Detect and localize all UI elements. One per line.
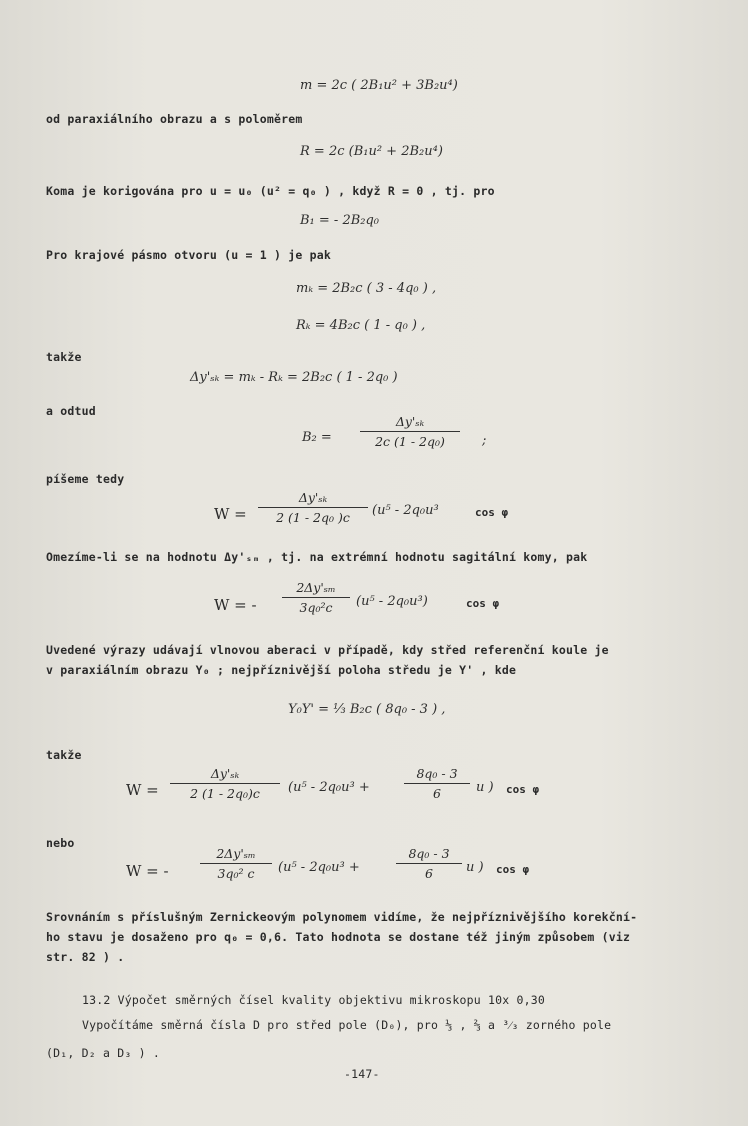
- fraction-bar: [282, 597, 350, 598]
- text-line: takže: [46, 350, 82, 364]
- formula-YY: Y₀Y' = ⅓ B₂c ( 8q₀ - 3 ) ,: [288, 702, 446, 717]
- text-line: v paraxiálním obrazu Y₀ ; nejpříznivější poloha středu je Y' , kde: [46, 663, 517, 677]
- formula-W4-lhs: W = -: [126, 862, 169, 880]
- section-heading: 13.2 Výpočet směrných čísel kvality objektivu mikroskopu 10x 0,30: [82, 993, 546, 1007]
- fraction-denominator: 2c (1 - 2q₀): [375, 434, 445, 449]
- cos-term: cos φ: [466, 597, 500, 610]
- formula-W1-rhs: (u⁵ - 2q₀u³: [372, 503, 439, 518]
- text-line: od paraxiálního obrazu a s poloměrem: [46, 112, 303, 126]
- fraction-numerator: 8q₀ - 3: [416, 766, 458, 781]
- fraction-bar: [360, 431, 460, 432]
- semicolon: ;: [482, 433, 487, 448]
- formula-B1: B₁ = - 2B₂q₀: [300, 213, 380, 228]
- text-line: Koma je korigována pro u = u₀ (u² = q₀ ) , když R = 0 , tj. pro: [46, 184, 495, 198]
- fraction-W4b: [396, 846, 462, 881]
- text-line: Vypočítáme směrná čísla D pro střed pole (D₀), pro ⅓ , ⅔ a ³⁄₃ zorného pole: [82, 1018, 612, 1032]
- fraction-bar: [170, 783, 280, 784]
- formula-W3-end: u ): [476, 780, 494, 795]
- text-line: str. 82 ) .: [46, 950, 125, 964]
- formula-W2-lhs: W = -: [214, 596, 257, 614]
- formula-m: m = 2c ( 2B₁u² + 3B₂u⁴): [300, 78, 458, 93]
- formula-W1-lhs: W =: [214, 505, 247, 523]
- fraction-denominator: 3q₀²c: [299, 600, 333, 615]
- fraction-denominator: 6: [425, 866, 433, 881]
- fraction-numerator: Δy'ₛₖ: [395, 414, 425, 429]
- fraction-bar: [258, 507, 368, 508]
- text-line: takže: [46, 748, 82, 762]
- formula-W3-lhs: W =: [126, 781, 159, 799]
- text-line: Omezíme-li se na hodnotu Δy'ₛₘ , tj. na extrémní hodnotu sagitální komy, pak: [46, 550, 588, 564]
- text-line: Pro krajové pásmo otvoru (u = 1 ) je pak: [46, 248, 331, 262]
- page-number: -147-: [344, 1067, 380, 1081]
- text-line: a odtud: [46, 404, 96, 418]
- fraction-W3b: [404, 766, 470, 801]
- fraction-bar: [404, 783, 470, 784]
- cos-term: cos φ: [475, 506, 509, 519]
- text-line: (D₁, D₂ a D₃ ) .: [46, 1046, 160, 1060]
- formula-B2-lhs: B₂ =: [302, 430, 332, 445]
- formula-mk: mₖ = 2B₂c ( 3 - 4q₀ ) ,: [296, 281, 437, 296]
- formula-W4-mid: (u⁵ - 2q₀u³ +: [278, 860, 360, 875]
- fraction-denominator: 3q₀² c: [217, 866, 255, 881]
- cos-term: cos φ: [506, 783, 540, 796]
- text-line: ho stavu je dosaženo pro q₀ = 0,6. Tato hodnota se dostane též jiným způsobem (viz: [46, 930, 631, 944]
- formula-W3-mid: (u⁵ - 2q₀u³ +: [288, 780, 370, 795]
- fraction-denominator: 6: [433, 786, 441, 801]
- formula-Rk: Rₖ = 4B₂c ( 1 - q₀ ) ,: [296, 318, 426, 333]
- fraction-denominator: 2 (1 - 2q₀ )c: [276, 510, 350, 525]
- text-line: Srovnáním s příslušným Zernickeovým polynomem vidíme, že nejpříznivějšího korekční-: [46, 910, 638, 924]
- fraction-numerator: 8q₀ - 3: [408, 846, 450, 861]
- fraction-W3: [170, 766, 280, 801]
- text-line: píšeme tedy: [46, 472, 125, 486]
- formula-W2-rhs: (u⁵ - 2q₀u³): [356, 594, 428, 609]
- fraction-bar: [200, 863, 272, 864]
- fraction-W2: [282, 580, 350, 615]
- fraction-B2: [360, 414, 460, 449]
- fraction-W4: [200, 846, 272, 881]
- fraction-numerator: 2Δy'ₛₘ: [296, 580, 336, 595]
- formula-W4-end: u ): [466, 860, 484, 875]
- fraction-denominator: 2 (1 - 2q₀)c: [190, 786, 260, 801]
- fraction-W1: [258, 490, 368, 525]
- cos-term: cos φ: [496, 863, 530, 876]
- formula-R: R = 2c (B₁u² + 2B₂u⁴): [300, 144, 443, 159]
- fraction-bar: [396, 863, 462, 864]
- formula-delta-y: Δy'ₛₖ = mₖ - Rₖ = 2B₂c ( 1 - 2q₀ ): [190, 370, 398, 385]
- fraction-numerator: Δy'ₛₖ: [298, 490, 328, 505]
- text-line: nebo: [46, 836, 75, 850]
- text-line: Uvedené výrazy udávají vlnovou aberaci v případě, kdy střed referenční koule je: [46, 643, 609, 657]
- fraction-numerator: 2Δy'ₛₘ: [216, 846, 256, 861]
- fraction-numerator: Δy'ₛₖ: [210, 766, 240, 781]
